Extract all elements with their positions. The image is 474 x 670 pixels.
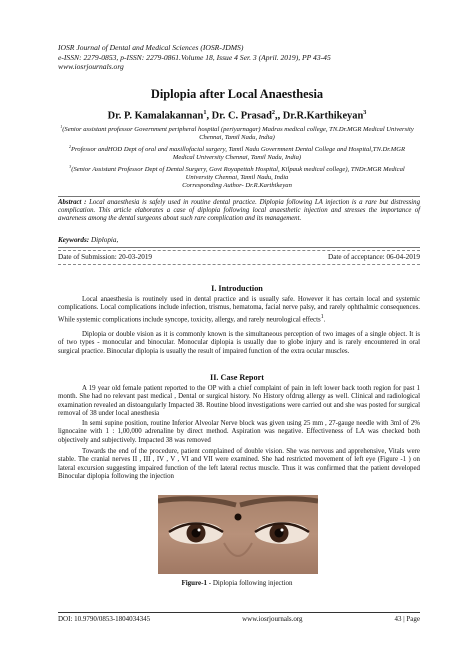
affiliation-1-sup: 1 xyxy=(60,124,63,129)
dashed-divider-bottom xyxy=(58,264,420,265)
keywords xyxy=(58,236,118,244)
abstract-text: Local anaesthesia is safely used in routine dental practice. Diplopia following LA injection is a rare but distressing complication. This article elaborates a case of diplopia following local anaesthetic injection and stresses the importance of awareness among the dental surgeons about such rare complication and its management. xyxy=(58,199,420,223)
intro-paragraph-2: Diplopia or double vision as it is commonly known is the simultaneous perception of two images of a single object. It is of two types - monocular and binocular. Monocular diplopia is usually due to globe injury and is rarely encountered in oral surgical practice. Binocular diplopia is usually the result of impaired function of the extra ocular muscles. xyxy=(58,331,420,355)
journal-url[interactable]: www.iosrjournals.org xyxy=(58,62,124,72)
affiliation-3-text: (Senior Assistant Professor Dept of Dental Surgery, Govt Royapettah Hospital, Kilpauk medical college), TNDr.MGR Medical University Chennai, Tamil Nadu, India xyxy=(71,165,405,182)
citation-sup: 1 xyxy=(320,313,324,320)
footer-divider xyxy=(58,612,420,613)
intro-p1-text: Local anaesthesia is routinely used in dental practice and is usually safe. However it has certain local and systemic complications. Local complications include infection, trismus, hematoma, facial nerve palsy, and rarely ophthalmic consequences. While systemic complications include syncope, toxicity, allergy, and rarely neurological effects xyxy=(58,296,420,324)
submission-dates xyxy=(58,253,420,261)
affiliation-3-sup: 3 xyxy=(69,163,72,169)
author-1-sup: 1 xyxy=(203,109,207,116)
figure-eyes-photo xyxy=(158,495,318,574)
date-acceptance: Date of acceptance: 06-04-2019 xyxy=(328,253,420,261)
affiliation-2-sup: 2 xyxy=(68,143,71,149)
footer-site[interactable]: www.iosrjournals.org xyxy=(242,615,303,623)
date-submission: Date of Submission: 20-03-2019 xyxy=(58,253,153,261)
case-paragraph-2: In semi supine position, routine Inferior Alveolar Nerve block was given using 25 mm , 27-gauge needle with 3ml of 2% lignocaine with 1 : 1,00,000 adrenaline by direct method. Aspiration was negative. Effectiveness of LA was checked both objectively and subjectively. Impacted 38 was removed xyxy=(58,420,420,444)
author-list xyxy=(0,109,474,121)
eyes-photo-illustration xyxy=(158,495,318,574)
affiliation-1-text: (Senior assistant professor Government peripheral hospital (periyarnagar) Madras medical college, TN.Dr.MGR Medical University Chennai, Tamil Nadu, India) xyxy=(62,126,414,142)
dashed-divider-top xyxy=(58,250,420,251)
case-paragraph-3: Towards the end of the procedure, patient complained of double vision. She was nervous and apprehensive, Vitals were stable. The cranial nerves II , III , IV , V , VI and VII were examined. She had restricted movement of left eye (Figure -1 ) on lateral excursion suggesting impaired function of the left lateral rectus muscle. Thus it was confirmed that the patient developed Binocular diplopia following the injection xyxy=(58,448,420,481)
intro-paragraph-1 xyxy=(58,296,420,325)
section-heading-case-report: II. Case Report xyxy=(210,373,264,382)
figure-label: Figure-1 xyxy=(181,579,207,587)
section-heading-introduction: I. Introduction xyxy=(211,284,263,293)
author-2-sup: 2 xyxy=(271,109,275,116)
intro-p1-end: . xyxy=(323,316,326,324)
affiliations xyxy=(60,123,414,191)
journal-name: IOSR Journal of Dental and Medical Sciences (IOSR-JDMS) xyxy=(58,43,244,52)
footer-page: 43 | Page xyxy=(394,615,420,623)
affiliation-3 xyxy=(60,163,414,183)
author-2: , Dr. C. Prasad xyxy=(206,110,272,122)
keywords-text: Diplopia, xyxy=(90,236,119,244)
corresponding-author: Corresponding Author- Dr.R.Karthikeyan xyxy=(182,182,292,190)
keywords-label: Keywords: xyxy=(58,236,90,244)
journal-issn: e-ISSN: 2279-0853, p-ISSN: 2279-0861.Volume 18, Issue 4 Ser. 3 (April. 2019), PP 43-45 xyxy=(58,52,331,62)
author-1: Dr. P. Kamalakannan xyxy=(107,110,204,122)
author-3: ,, Dr.R.Karthikeyan xyxy=(275,110,364,122)
abstract xyxy=(58,199,420,224)
affiliation-2-text: Professor andHOD Dept of oral and maxillofacial surgery, Tamil Nadu Government Dental College and Hospital,TN.Dr.MGR Medical University Chennai, Tamil Nadu, India) xyxy=(70,145,406,162)
case-paragraph-1: A 19 year old female patient reported to the OP with a chief complaint of pain in left lower back tooth region for past 1 month. She had no relevant past medical , Dental or surgical history. No History ofdrug allergy as well. Clinical and radiological examination revealed an distoangularly Impacted 38. Routine blood investigations were carried out and she was posted for surgical removal of 38 under local anesthesia xyxy=(58,385,420,418)
abstract-label: Abstract : xyxy=(58,199,87,206)
footer-doi: DOI: 10.9790/0853-1804034345 xyxy=(58,615,151,623)
paper-title: Diplopia after Local Anaesthesia xyxy=(150,87,324,101)
affiliation-1 xyxy=(60,123,414,143)
figure-caption-text: - Diplopia following injection xyxy=(207,579,293,587)
figure-caption xyxy=(0,579,474,587)
page-footer xyxy=(58,615,420,623)
author-3-sup: 3 xyxy=(363,109,367,116)
journal-header xyxy=(58,43,418,72)
affiliation-2 xyxy=(60,143,414,163)
